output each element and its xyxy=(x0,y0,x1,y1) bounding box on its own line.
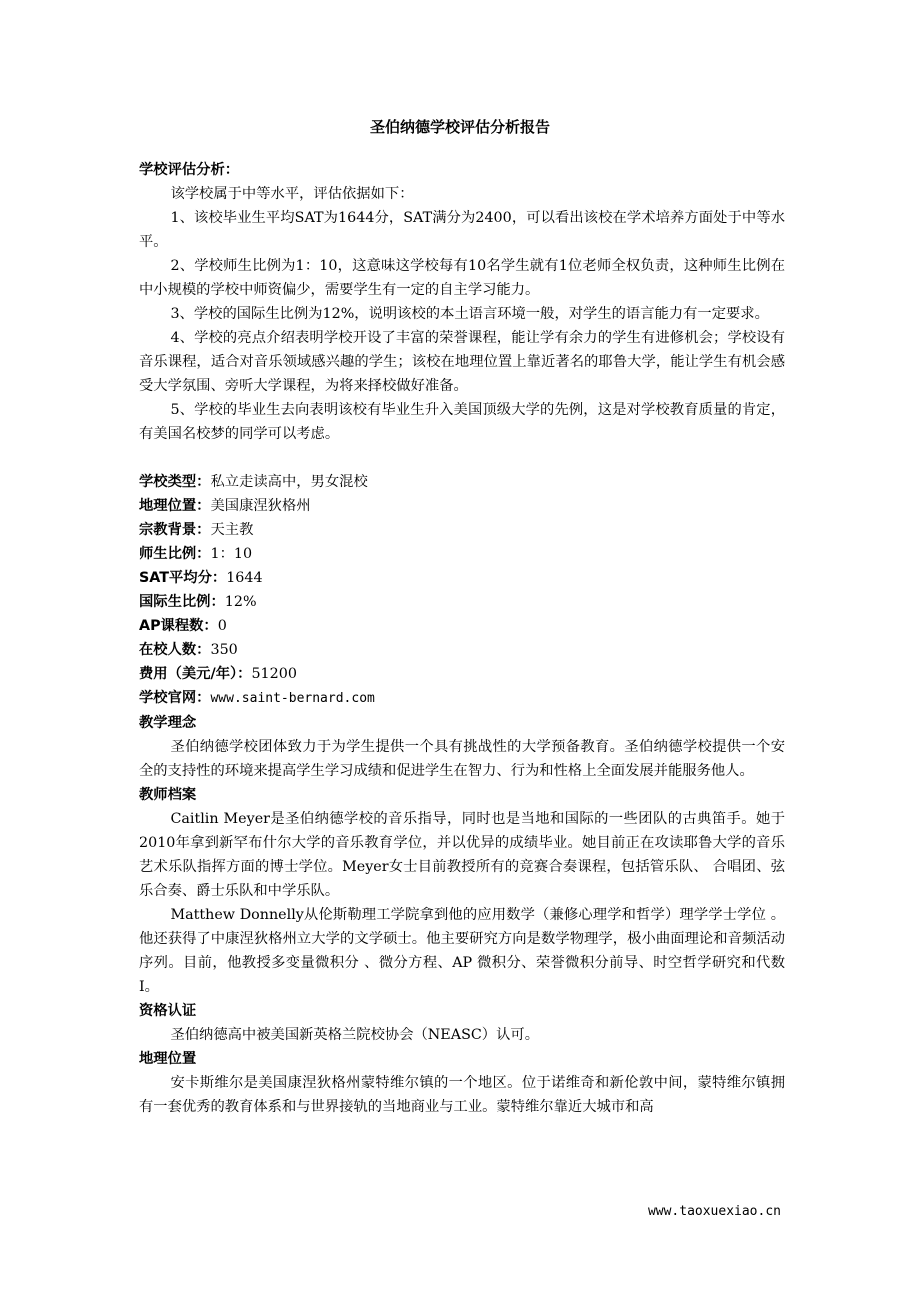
info-value: 0 xyxy=(217,618,227,634)
info-label: 国际生比例： xyxy=(139,594,225,610)
info-value: 私立走读高中，男女混校 xyxy=(210,474,368,490)
accreditation-text: 圣伯纳德高中被美国新英格兰院校协会（NEASC）认可。 xyxy=(170,1027,539,1043)
page-title: 圣伯纳德学校评估分析报告 xyxy=(369,118,550,136)
teachers-heading: 教师档案 xyxy=(139,787,197,803)
info-value: 美国康涅狄格州 xyxy=(210,498,311,514)
info-row-ap xyxy=(139,614,785,638)
document-body xyxy=(139,158,785,1119)
info-row-type xyxy=(139,470,785,494)
teacher-profile: Matthew Donnelly从伦斯勒理工学院拿到他的应用数学（兼修心理学和哲学）理学学士学位 。他还获得了中康涅狄格州立大学的文学硕士。他主要研究方向是数学物理学，极小曲面理论和音频活动序列。目前，他教授多变量微积分 、微分方程、AP 微积分、荣誉微积分前导、时空哲学研究和代数I。 xyxy=(139,907,785,995)
info-label: 宗教背景： xyxy=(139,522,211,538)
info-label: 费用（美元/年）： xyxy=(139,666,252,682)
location-text: 安卡斯维尔是美国康涅狄格州蒙特维尔镇的一个地区。位于诺维奇和新伦敦中间，蒙特维尔镇拥有一套优秀的教育体系和与世界接轨的当地商业与工业。蒙特维尔靠近大城市和高 xyxy=(139,1075,785,1115)
philosophy-heading: 教学理念 xyxy=(139,715,197,731)
info-value: 12% xyxy=(224,594,257,610)
info-row-website xyxy=(139,686,785,711)
evaluation-intro: 该学校属于中等水平，评估依据如下： xyxy=(170,186,414,202)
info-value: 1644 xyxy=(226,570,263,586)
evaluation-heading: 学校评估分析： xyxy=(139,162,240,178)
info-label: 在校人数： xyxy=(139,642,211,658)
info-label: AP课程数： xyxy=(139,618,218,634)
info-label: 学校类型： xyxy=(139,474,211,490)
accreditation-heading: 资格认证 xyxy=(139,1003,197,1019)
location-heading: 地理位置 xyxy=(139,1051,197,1067)
evaluation-point: 4、学校的亮点介绍表明学校开设了丰富的荣誉课程，能让学有余力的学生有进修机会；学校设有音乐课程，适合对音乐领域感兴趣的学生；该校在地理位置上靠近著名的耶鲁大学，能让学生有机会感受大学氛围、旁听大学课程，为将来择校做好准备。 xyxy=(139,330,785,394)
info-value: 天主教 xyxy=(210,522,254,538)
info-row-tuition xyxy=(139,662,785,686)
footer-url[interactable]: www.taoxuexiao.cn xyxy=(647,1204,781,1219)
info-row-sat xyxy=(139,566,785,590)
evaluation-point: 5、学校的毕业生去向表明该校有毕业生升入美国顶级大学的先例，这是对学校教育质量的肯定，有美国名校梦的同学可以考虑。 xyxy=(139,402,785,442)
info-row-international xyxy=(139,590,785,614)
website-link[interactable]: www.saint-bernard.com xyxy=(210,691,375,706)
info-value: 1：10 xyxy=(210,546,253,562)
evaluation-point: 2、学校师生比例为1：10，这意味这学校每有10名学生就有1位老师全权负责，这种师生比例在中小规模的学校中师资偏少，需要学生有一定的自主学习能力。 xyxy=(139,258,785,298)
info-row-location xyxy=(139,494,785,518)
info-row-enrollment xyxy=(139,638,785,662)
philosophy-text: 圣伯纳德学校团体致力于为学生提供一个具有挑战性的大学预备教育。圣伯纳德学校提供一个安全的支持性的环境来提高学生学习成绩和促进学生在智力、行为和性格上全面发展并能服务他人。 xyxy=(139,739,785,779)
info-row-ratio xyxy=(139,542,785,566)
info-value: 350 xyxy=(210,642,238,658)
school-info-list xyxy=(139,470,785,711)
info-label: 地理位置： xyxy=(139,498,211,514)
section-spacer xyxy=(139,446,785,470)
info-label: 学校官网： xyxy=(139,690,211,706)
info-label: SAT平均分： xyxy=(139,570,227,586)
info-label: 师生比例： xyxy=(139,546,211,562)
evaluation-point: 1、该校毕业生平均SAT为1644分，SAT满分为2400，可以看出该校在学术培养方面处于中等水平。 xyxy=(139,210,785,250)
evaluation-point: 3、学校的国际生比例为12%，说明该校的本土语言环境一般，对学生的语言能力有一定要求。 xyxy=(170,306,769,322)
info-value: 51200 xyxy=(251,666,297,682)
teacher-profile: Caitlin Meyer是圣伯纳德学校的音乐指导，同时也是当地和国际的一些团队的古典笛手。她于2010年拿到新罕布什尔大学的音乐教育学位，并以优异的成绩毕业。她目前正在攻读耶鲁大学的音乐艺术乐队指挥方面的博士学位。Meyer女士目前教授所有的竞赛合奏课程，包括管乐队、 合唱团、弦乐合奏、爵士乐队和中学乐队。 xyxy=(139,811,785,899)
info-row-religion xyxy=(139,518,785,542)
